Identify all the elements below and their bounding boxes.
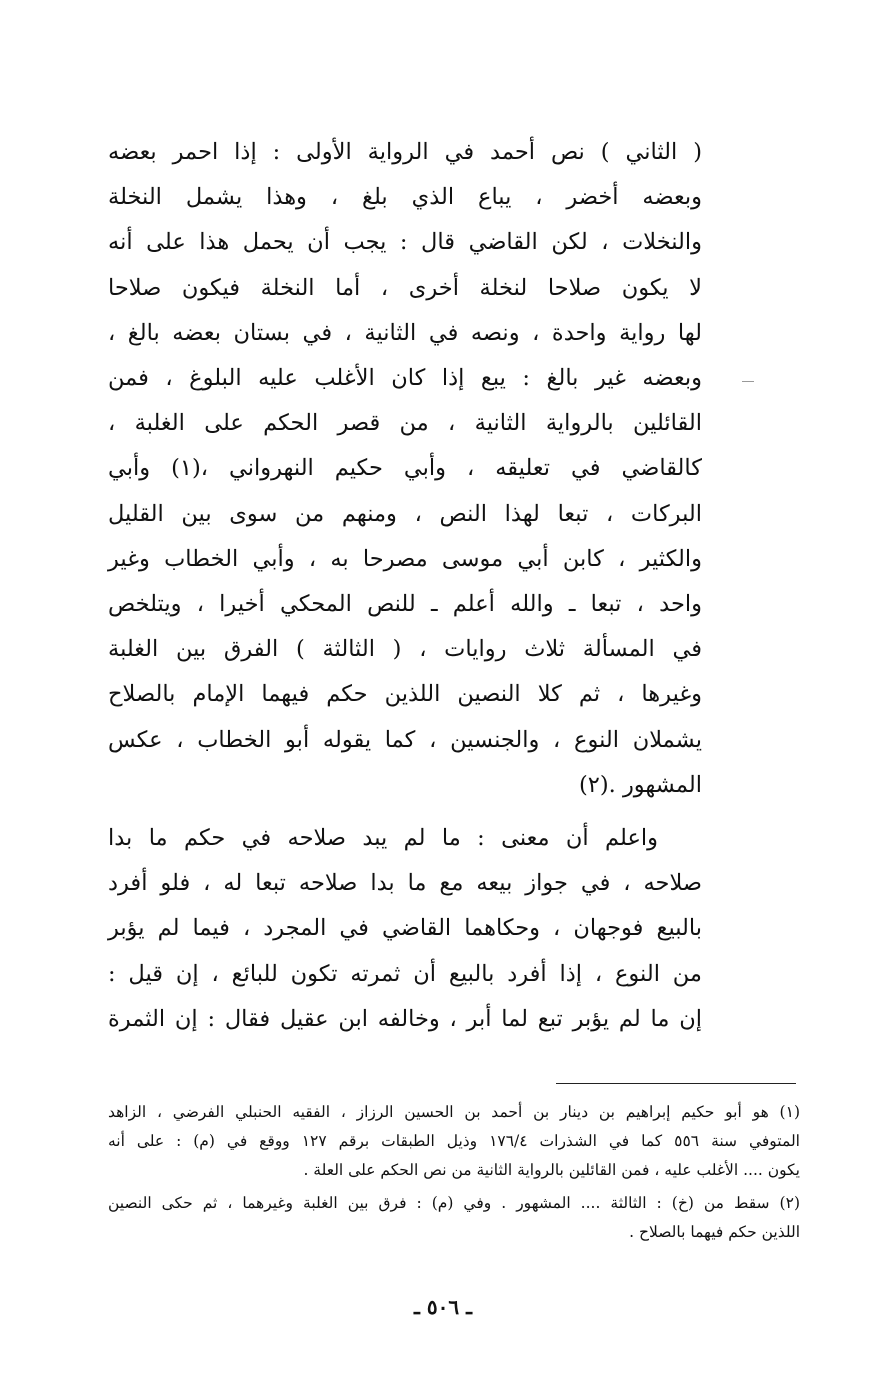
footnote-line: يكون .... الأغلب عليه ، فمن القائلين بالرواية الثانية من نص الحكم على العلة . bbox=[303, 1161, 800, 1179]
text-line: البركات ، تبعا لهذا النص ، ومنهم من سوى بين القليل bbox=[108, 500, 702, 527]
footnote-separator bbox=[556, 1083, 796, 1084]
footnote-line: (١) هو أبو حكيم إبراهيم بن دينار بن أحمد بن الحسين الرزاز ، الفقيه الحنبلي الفرضي ، الزاهد bbox=[108, 1103, 801, 1121]
page-number: ـ ٥٠٦ ـ bbox=[414, 1295, 472, 1319]
text-line: والنخلات ، لكن القاضي قال : يجب أن يحمل هذا على أنه bbox=[108, 229, 702, 256]
footnote-line: (٢) سقط من (خ) : الثالثة .... المشهور . وفي (م) : فرق بين الغلبة وغيرهما ، ثم حكى النصين bbox=[108, 1194, 800, 1212]
text-line: كالقاضي في تعليقه ، وأبي حكيم النهرواني ،(١) وأبي bbox=[108, 455, 702, 482]
text-line: وبعضه أخضر ، يباع الذي بلغ ، وهذا يشمل النخلة bbox=[108, 184, 702, 211]
footnote-line: اللذين حكم فيهما بالصلاح . bbox=[629, 1223, 800, 1241]
text-line: إن ما لم يؤبر تبع لما أبر ، وخالفه ابن عقيل فقال : إن الثمرة bbox=[108, 1005, 702, 1032]
text-line: ( الثاني ) نص أحمد في الرواية الأولى : إذا احمر بعضه bbox=[108, 139, 702, 165]
margin-mark bbox=[742, 381, 754, 382]
footnotes bbox=[108, 1098, 800, 1247]
text-line: صلاحه ، في جواز بيعه مع ما بدا صلاحه تبعا له ، فلو أفرد bbox=[108, 870, 702, 897]
paragraph-2 bbox=[108, 816, 702, 1042]
footnote-line: المتوفي سنة ٥٥٦ كما في الشذرات ١٧٦/٤ وذيل الطبقات برقم ١٢٧ ووقع في (م) : على أنه bbox=[108, 1132, 800, 1150]
footnote-2 bbox=[108, 1189, 800, 1247]
text-line: من النوع ، إذا أفرد بالبيع أن ثمرته تكون للبائع ، إن قيل : bbox=[108, 960, 702, 987]
text-line: القائلين بالرواية الثانية ، من قصر الحكم على الغلبة ، bbox=[108, 410, 702, 437]
text-line: وغيرها ، ثم كلا النصين اللذين حكم فيهما الإمام بالصلاح bbox=[108, 681, 702, 708]
text-line: يشملان النوع ، والجنسين ، كما يقوله أبو الخطاب ، عكس bbox=[108, 726, 702, 753]
text-line: بالبيع فوجهان ، وحكاهما القاضي في المجرد ، فيما لم يؤبر bbox=[108, 915, 702, 942]
text-line: لها رواية واحدة ، ونصه في الثانية ، في بستان بعضه بالغ ، bbox=[108, 319, 702, 346]
text-line: والكثير ، كابن أبي موسى مصرحا به ، وأبي الخطاب وغير bbox=[108, 545, 702, 572]
text-line: في المسألة ثلاث روايات ، ( الثالثة ) الفرق بين الغلبة bbox=[108, 636, 702, 663]
footnote-1 bbox=[108, 1098, 800, 1185]
text-line: وبعضه غير بالغ : يبع إذا كان الأغلب عليه البلوغ ، فمن bbox=[108, 365, 702, 392]
paragraph-1 bbox=[108, 130, 702, 808]
main-text bbox=[108, 130, 702, 1042]
text-line: واحد ، تبعا ـ والله أعلم ـ للنص المحكي أخيرا ، ويتلخص bbox=[108, 591, 702, 618]
text-line: المشهور .(٢) bbox=[578, 771, 702, 798]
text-line: واعلم أن معنى : ما لم يبد صلاحه في حكم ما بدا bbox=[108, 825, 658, 852]
text-line: لا يكون صلاحا لنخلة أخرى ، أما النخلة فيكون صلاحا bbox=[108, 274, 702, 301]
paragraph-spacer bbox=[108, 808, 702, 816]
